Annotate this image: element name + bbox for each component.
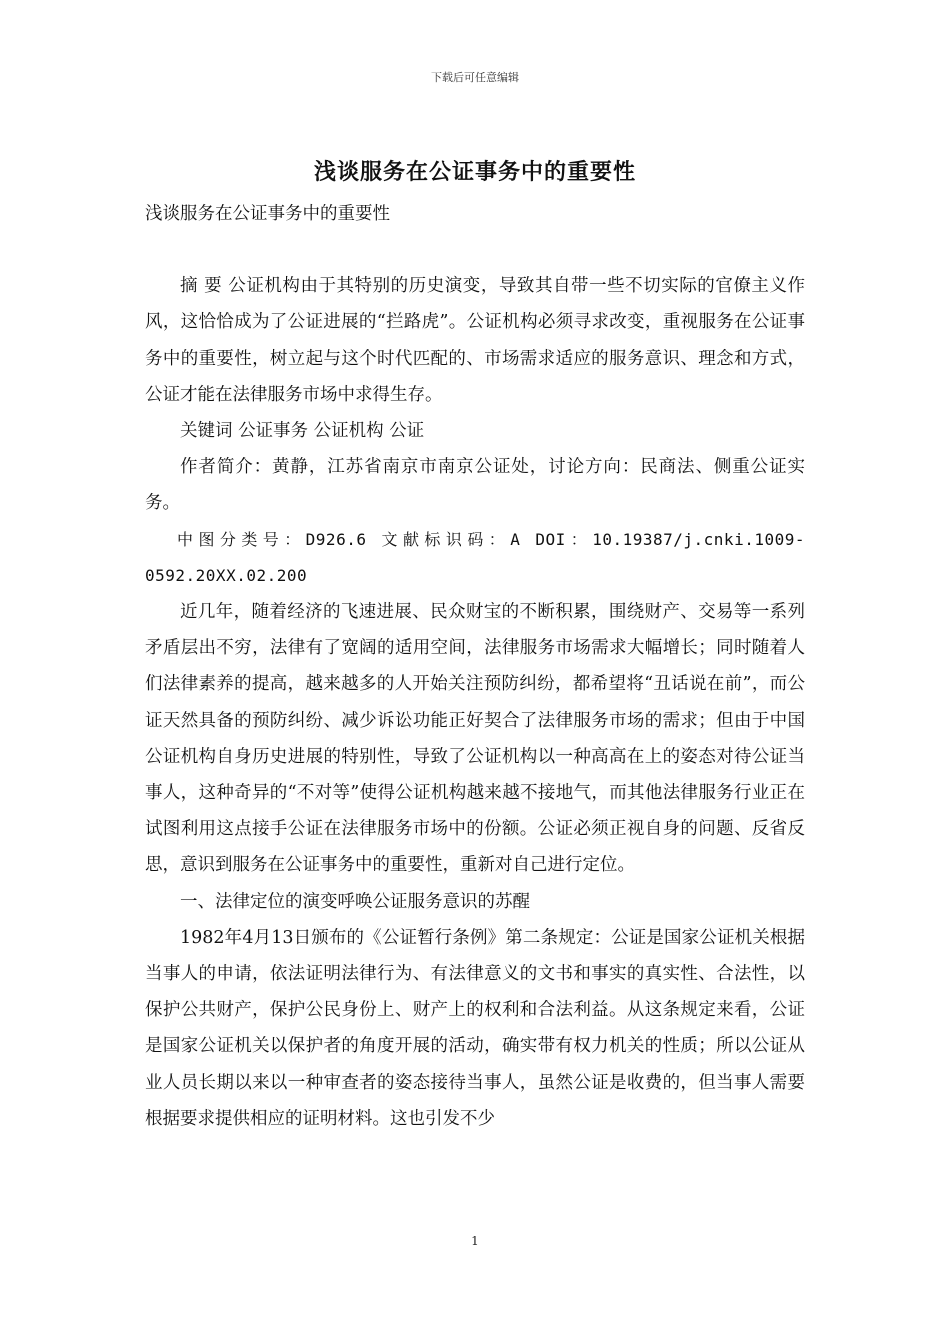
keywords-paragraph: 关键词 公证事务 公证机构 公证	[180, 421, 425, 442]
intro-paragraph: 近几年，随着经济的飞速进展、民众财宝的不断积累，围绕财产、交易等一系列矛盾层出不穷，法律有了宽阔的适用空间，法律服务市场需求大幅增长；同时随着人们法律素养的提高，越来越多的人开始关注预防纠纷，都希望将“丑话说在前”，而公证天然具备的预防纠纷、减少诉讼功能正好契合了法律服务市场的需求；但由于中国公证机构自身历史进展的特别性，导致了公证机构以一种高高在上的姿态对待公证当事人，这种奇异的“不对等”使得公证机构越来越不接地气，而其他法律服务行业正在试图利用这点接手公证在法律服务市场中的份额。公证必须正视自身的问题、反省反思，意识到服务在公证事务中的重要性，重新对自己进行定位。	[145, 602, 805, 876]
abstract-paragraph: 摘 要 公证机构由于其特别的历史演变，导致其自带一些不切实际的官僚主义作风，这恰恰成为了公证进展的“拦路虎”。公证机构必须寻求改变，重视服务在公证事务中的重要性，树立起与这个时代匹配的、市场需求适应的服务意识、理念和方式，公证才能在法律服务市场中求得生存。	[145, 276, 805, 405]
header-note: 下载后可任意编辑	[431, 71, 519, 84]
classification-paragraph: 中图分类号：D926.6 文献标识码：A DOI：10.19387/j.cnki.1009-0592.20XX.02.200	[145, 529, 805, 585]
document-body	[145, 196, 805, 1137]
author-paragraph: 作者简介：黄静，江苏省南京市南京公证处，讨论方向：民商法、侧重公证实务。	[145, 457, 805, 514]
document-subtitle: 浅谈服务在公证事务中的重要性	[145, 204, 390, 224]
section-paragraph: 1982年4月13日颁布的《公证暂行条例》第二条规定：公证是国家公证机关根据当事人的申请，依法证明法律行为、有法律意义的文书和事实的真实性、合法性，以保护公共财产，保护公民身份上、财产上的权利和合法利益。从这条规定来看，公证是国家公证机关以保护者的角度开展的活动，确实带有权力机关的性质；所以公证从业人员长期以来以一种审查者的姿态接待当事人，虽然公证是收费的，但当事人需要根据要求提供相应的证明材料。这也引发不少	[145, 927, 805, 1129]
page-number: 1	[471, 1234, 479, 1248]
section-heading: 一、法律定位的演变呼唤公证服务意识的苏醒	[180, 891, 530, 912]
document-title: 浅谈服务在公证事务中的重要性	[313, 159, 636, 185]
